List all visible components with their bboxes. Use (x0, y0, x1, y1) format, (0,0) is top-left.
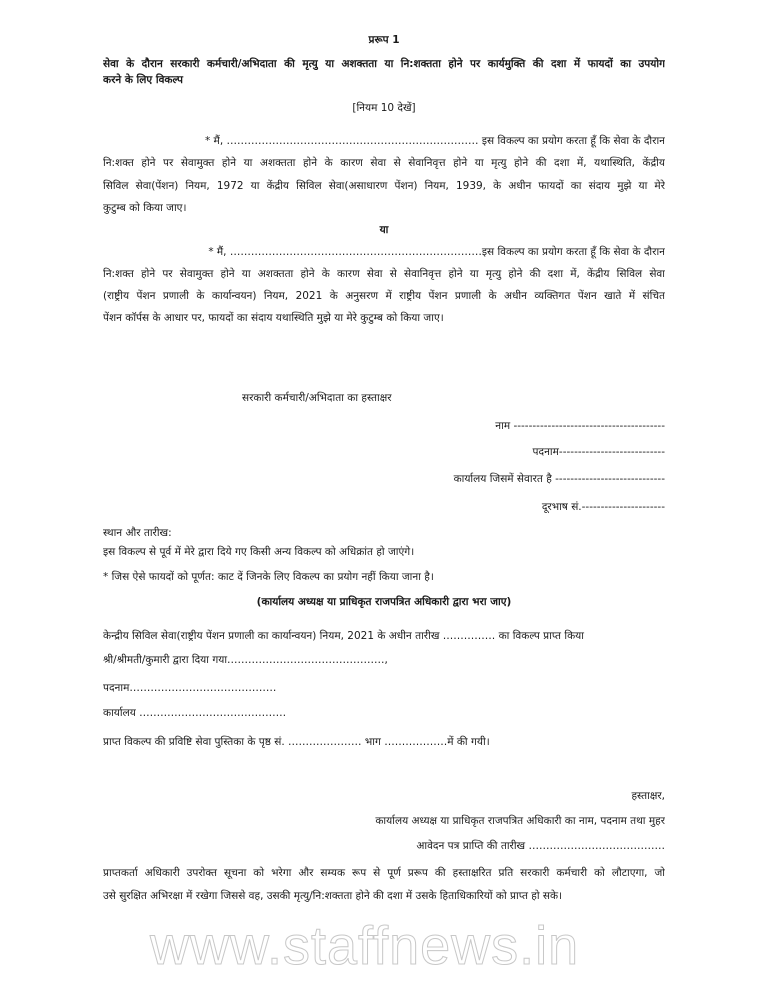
closing-line: प्राप्तकर्ता अधिकारी उपरोक्त सूचना को भरेगा और सम्यक रूप से पूर्ण प्ररूप की हस्ताक्षरित प्रति सरकारी कर्मचारी को लौटाएगा, जो (103, 867, 665, 879)
form-heading-line: करने के लिए विकल्प (103, 74, 183, 86)
receipt-date-field[interactable]: आवेदन पत्र प्राप्ति की तारीख ………………………………… (416, 840, 665, 852)
option2-line: नि:शक्त होने पर सेवामुक्त होने या अशक्तता होने के कारण सेवा से सेवानिवृत्त होने या मृत्यु होने की दशा में, केंद्रीय सिविल सेवा (103, 268, 665, 280)
watermark: www.staffnews.in (150, 916, 580, 976)
option1-line: कुटुम्ब को किया जाए। (103, 202, 187, 214)
designation-field[interactable]: पदनाम---------------------------- (532, 446, 665, 458)
option1-line: नि:शक्त होने पर सेवामुक्त होने या अशक्तता होने के कारण सेवा से सेवानिवृत्त होने या मृत्यु होने की दशा में, यथास्थिति, केंद्रीय (103, 157, 665, 169)
signature-label-2: हस्ताक्षर, (631, 790, 665, 802)
office-line: पदनाम…………………………………… (103, 682, 277, 694)
name-field[interactable]: नाम ---------------------------------------- (495, 420, 665, 432)
strike-note: * जिस ऐसे फायदों को पूर्णत: काट दें जिनके लिए विकल्प का प्रयोग नहीं किया जाना है। (103, 571, 434, 583)
option2-line: (राष्ट्रीय पेंशन प्रणाली के कार्यान्वयन) नियम, 2021 के अनुसरण में राष्ट्रीय पेंशन प्रणाली के अधीन व्यक्तिगत पेंशन खाते में संचित (103, 290, 665, 302)
office-section-heading: (कार्यालय अध्यक्ष या प्राधिकृत राजपत्रित अधिकारी द्वारा भरा जाए) (256, 596, 512, 608)
or-separator: या (379, 224, 389, 236)
office-line: प्राप्त विकल्प की प्रविष्टि सेवा पुस्तिका के पृष्ठ सं. ………………… भाग ………………में की गयी। (103, 736, 490, 748)
form-heading-line: सेवा के दौरान सरकारी कर्मचारी/अभिदाता की मृत्यु या अशक्तता या नि:शक्तता होने पर कार्यमुक्ति की दशा में फायदों का उपयोग (103, 58, 665, 70)
office-line: कार्यालय …………………………………… (103, 707, 287, 719)
option2-line: * मैं, ………………………………………………………………इस विकल्प का प्रयोग करता हूँ कि सेवा के दौरान (208, 246, 665, 258)
phone-field[interactable]: दूरभाष सं.---------------------- (541, 501, 665, 513)
office-line: श्री/श्रीमती/कुमारी द्वारा दिया गया………………………………………, (103, 654, 388, 666)
option2-line: पेंशन कॉर्पस के आधार पर, फायदों का संदाय यथास्थिति मुझे या मेरे कुटुम्ब को किया जाए। (103, 312, 444, 324)
place-date-label: स्थान और तारीख: (103, 527, 172, 539)
option1-line: * मैं, ……………………………………………………………… इस विकल्प का प्रयोग करता हूँ कि सेवा के दौरान (204, 135, 665, 147)
office-line: केन्द्रीय सिविल सेवा(राष्ट्रीय पेंशन प्रणाली का कार्यान्वयन) नियम, 2021 के अधीन तारीख …………… का विकल्प प्राप्त किया (103, 630, 584, 642)
form-title: प्ररूप 1 (368, 34, 400, 46)
rule-reference: [नियम 10 देखें] (352, 102, 416, 114)
office-field[interactable]: कार्यालय जिसमें सेवारत है ----------------------------- (453, 473, 665, 485)
option1-line: सिविल सेवा(पेंशन) नियम, 1972 या केंद्रीय सिविल सेवा(असाधारण पेंशन) नियम, 1939, के अधीन फायदों का संदाय मुझे या मेरे (103, 180, 665, 192)
signature-label: सरकारी कर्मचारी/अभिदाता का हस्ताक्षर (242, 392, 392, 404)
closing-line: उसे सुरक्षित अभिरक्षा में रखेगा जिससे वह, उसकी मृत्यु/नि:शक्तता होने की दशा में उसके हिताधिकारियों को प्राप्त हो सके। (103, 890, 563, 902)
supersede-note: इस विकल्प से पूर्व में मेरे द्वारा दिये गए किसी अन्य विकल्प को अधिक्रांत हो जाएंगे। (103, 546, 415, 558)
officer-label: कार्यालय अध्यक्ष या प्राधिकृत राजपत्रित अधिकारी का नाम, पदनाम तथा मुहर (375, 815, 665, 827)
